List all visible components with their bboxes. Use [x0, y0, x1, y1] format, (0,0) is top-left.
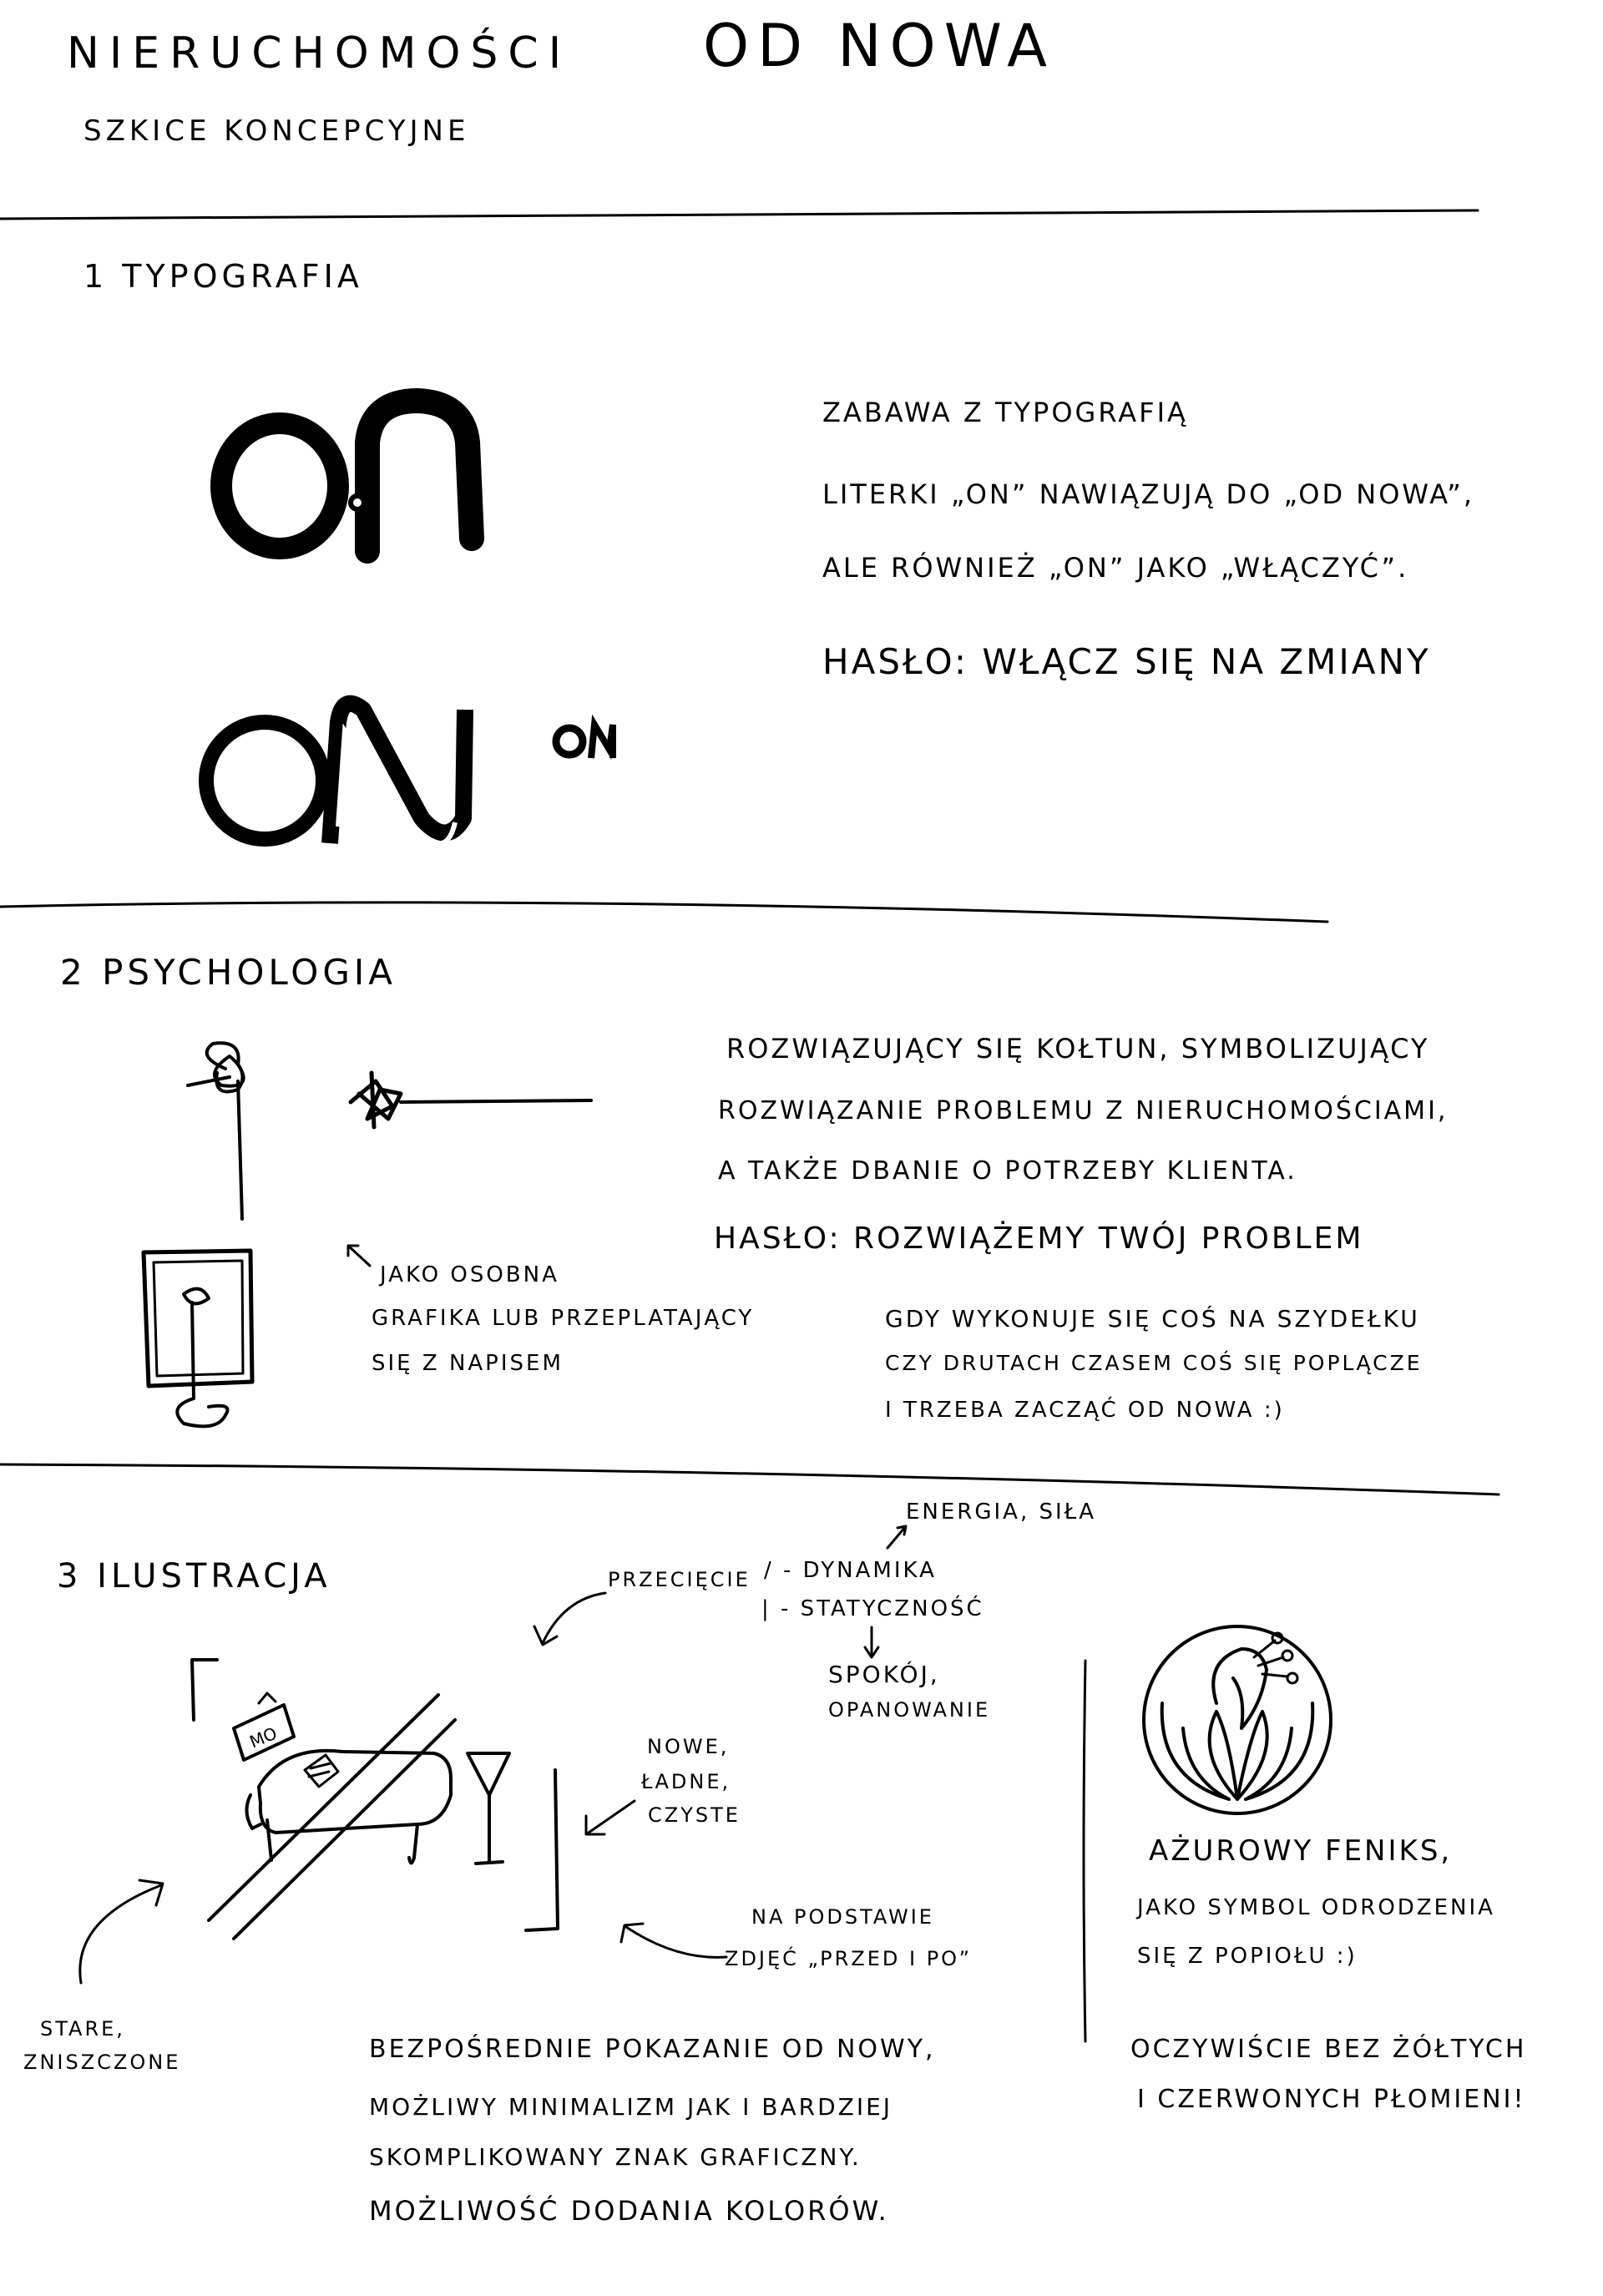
typo-note-1: ZABAWA Z TYPOGRAFIĄ — [822, 397, 1188, 428]
psych-note-slogan: HASŁO: ROZWIĄŻEMY TWÓJ PROBLEM — [714, 1221, 1364, 1256]
framed-knot-sketch — [134, 1244, 267, 1444]
divider-line — [0, 0, 1603, 250]
new-arrow — [576, 1791, 643, 1841]
old-arrow — [63, 1870, 180, 1995]
divider-line — [0, 885, 1603, 935]
psych-callout-1: JAKO OSOBNA — [380, 1262, 559, 1287]
psych-callout-2: GRAFIKA LUB PRZEPLATAJĄCY — [372, 1306, 755, 1331]
typo-note-3: ALE RÓWNIEŻ „ON” JAKO „WŁĄCZYĆ”. — [822, 552, 1409, 584]
illustration-note-2: MOŻLIWY MINIMALIZM JAK I BARDZIEJ — [369, 2093, 893, 2121]
knot-sketch-vertical — [180, 1039, 280, 1231]
static-arrow — [860, 1624, 885, 1666]
column-separator — [1077, 1657, 1094, 2050]
psych-note-1: ROZWIĄZUJĄCY SIĘ KOŁTUN, SYMBOLIZUJĄCY — [726, 1033, 1430, 1065]
phoenix-desc-1: JAKO SYMBOL ODRODZENIA — [1137, 1895, 1495, 1920]
label-dynamic: / - DYNAMIKA — [764, 1558, 937, 1583]
label-new-3: CZYSTE — [648, 1803, 741, 1827]
typo-note-slogan: HASŁO: WŁĄCZ SIĘ NA ZMIANY — [822, 641, 1431, 682]
on-small-icon — [551, 716, 626, 766]
illustration-note-1: BEZPOŚREDNIE POKAZANIE OD NOWY, — [369, 2035, 936, 2064]
photo-arrow — [609, 1902, 735, 1969]
phoenix-emblem-sketch — [1137, 1611, 1338, 1828]
on-logo-sketch — [209, 392, 484, 568]
energy-arrow — [881, 1521, 914, 1555]
label-new-2: ŁADNE, — [641, 1770, 731, 1793]
knot-sketch-horizontal — [342, 1069, 601, 1135]
phoenix-note-1: OCZYWIŚCIE BEZ ŻÓŁTYCH — [1130, 2035, 1527, 2064]
label-static: | - STATYCZNOŚĆ — [761, 1596, 984, 1621]
phoenix-desc-2: SIĘ Z POPIOŁU :) — [1137, 1944, 1358, 1969]
psych-note-3: A TAKŻE DBANIE O POTRZEBY KLIENTA. — [718, 1156, 1297, 1186]
label-photo-1: NA PODSTAWIE — [751, 1905, 934, 1929]
page-title-brand: OD NOWA — [703, 12, 1055, 80]
illustration-note-4: MOŻLIWOŚĆ DODANIA KOLORÓW. — [369, 2195, 889, 2227]
psych-aside-3: I TRZEBA ZACZĄĆ OD NOWA :) — [885, 1398, 1285, 1423]
page-title-main: NIERUCHOMOŚCI — [67, 28, 572, 78]
label-new-1: NOWE, — [647, 1735, 730, 1758]
cut-arrow — [530, 1586, 614, 1653]
psych-aside-2: CZY DRUTACH CZASEM COŚ SIĘ POPLĄCZE — [885, 1351, 1423, 1375]
illustration-note-3: SKOMPLIKOWANY ZNAK GRAFICZNY. — [369, 2143, 862, 2171]
typo-note-2: LITERKI „ON” NAWIĄZUJĄ DO „OD NOWA”, — [822, 478, 1474, 510]
label-photo-2: ZDJĘĆ „PRZED I PO” — [725, 1947, 973, 1970]
section-heading-typografia: 1 TYPOGRAFIA — [83, 258, 363, 295]
phoenix-title: AŻUROWY FENIKS, — [1149, 1834, 1453, 1868]
divider-line — [0, 1453, 1603, 1503]
frame-label: MO — [246, 1722, 281, 1752]
label-cut: PRZECIĘCIE — [608, 1568, 751, 1591]
label-energy: ENERGIA, SIŁA — [906, 1499, 1097, 1525]
on-logo-outline-sketch — [196, 693, 472, 852]
section-heading-psychologia: 2 PSYCHOLOGIA — [60, 952, 397, 993]
before-after-illustration — [167, 1653, 584, 1954]
label-calm-1: SPOKÓJ, — [828, 1661, 940, 1688]
psych-note-2: ROZWIĄZANIE PROBLEMU Z NIERUCHOMOŚCIAMI, — [718, 1096, 1449, 1125]
phoenix-note-2: I CZERWONYCH PŁOMIENI! — [1137, 2085, 1526, 2114]
section-heading-ilustracja: 3 ILUSTRACJA — [57, 1557, 331, 1596]
psych-callout-3: SIĘ Z NAPISEM — [372, 1351, 564, 1376]
label-old-2: ZNISZCZONE — [23, 2051, 181, 2074]
psych-aside-1: GDY WYKONUJE SIĘ COŚ NA SZYDEŁKU — [885, 1305, 1420, 1333]
label-old-1: STARE, — [40, 2017, 125, 2041]
page-subtitle: SZKICE KONCEPCYJNE — [83, 114, 470, 148]
label-calm-2: OPANOWANIE — [828, 1698, 991, 1722]
